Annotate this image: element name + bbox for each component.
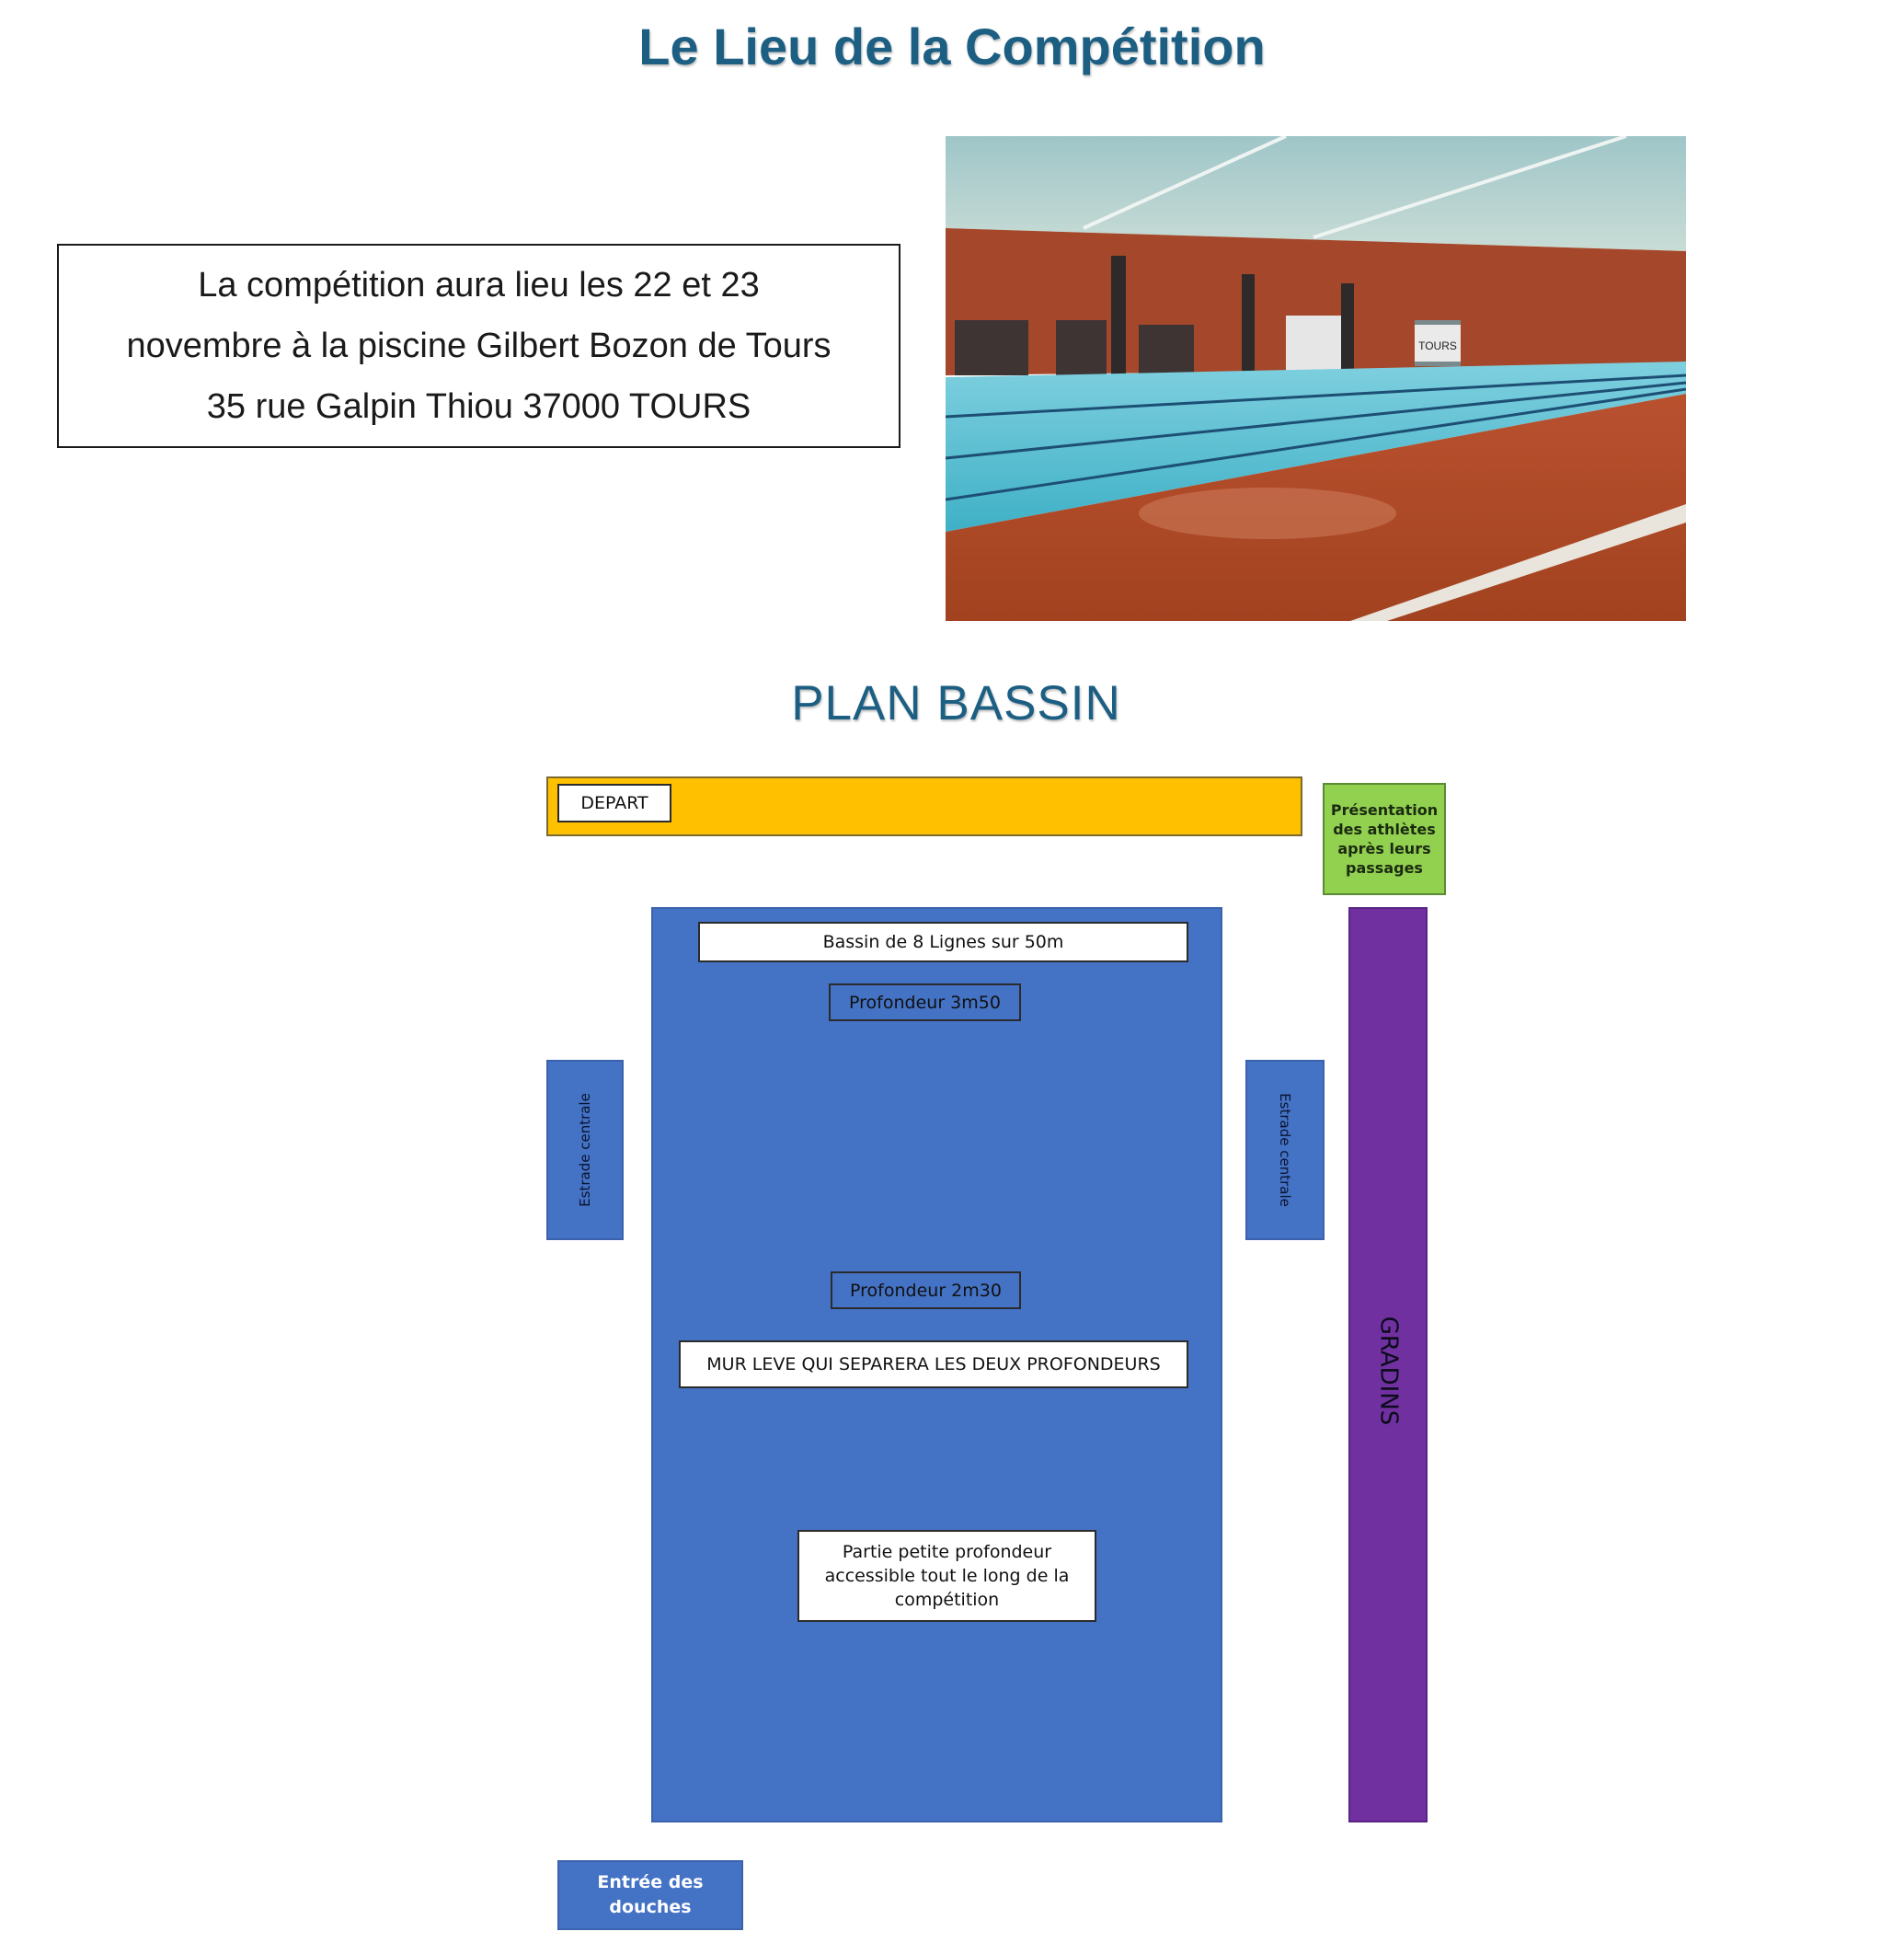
venue-info-line: novembre à la piscine Gilbert Bozon de Tours [126,327,832,365]
estrade-right-label: Estrade centrale [1277,1093,1294,1207]
gradins-text: GRADINS [1374,1316,1402,1426]
estrade-left [546,1060,624,1240]
page-title: Le Lieu de la Compétition [638,17,1266,75]
venue-info-box [57,244,900,448]
pool-photo [946,136,1686,621]
bassin-label: Bassin de 8 Lignes sur 50m [698,922,1188,962]
showers-entrance: Entrée des douches [557,1860,743,1930]
gradins-label [1348,1316,1428,1426]
athlete-presentation-zone: Présentation des athlètes après leurs passages [1323,783,1446,895]
venue-address: 35 rue Galpin Thiou 37000 TOURS [206,387,751,426]
separating-wall-label: MUR LEVE QUI SEPARERA LES DEUX PROFONDEURS [679,1340,1188,1388]
pool-photo-illustration [946,136,1686,621]
estrade-right [1245,1060,1325,1240]
depart-label: DEPART [557,784,671,822]
venue-info-line: La compétition aura lieu les 22 et 23 [198,266,760,305]
depth-label-3m50: Profondeur 3m50 [829,983,1021,1021]
plan-title: PLAN BASSIN [791,676,1121,730]
pool-sign-text: TOURS [1418,339,1457,352]
depth-label-2m30: Profondeur 2m30 [831,1271,1021,1309]
shallow-area-label: Partie petite profondeur accessible tout le long de la compétition [797,1530,1096,1622]
estrade-left-label: Estrade centrale [577,1093,594,1207]
